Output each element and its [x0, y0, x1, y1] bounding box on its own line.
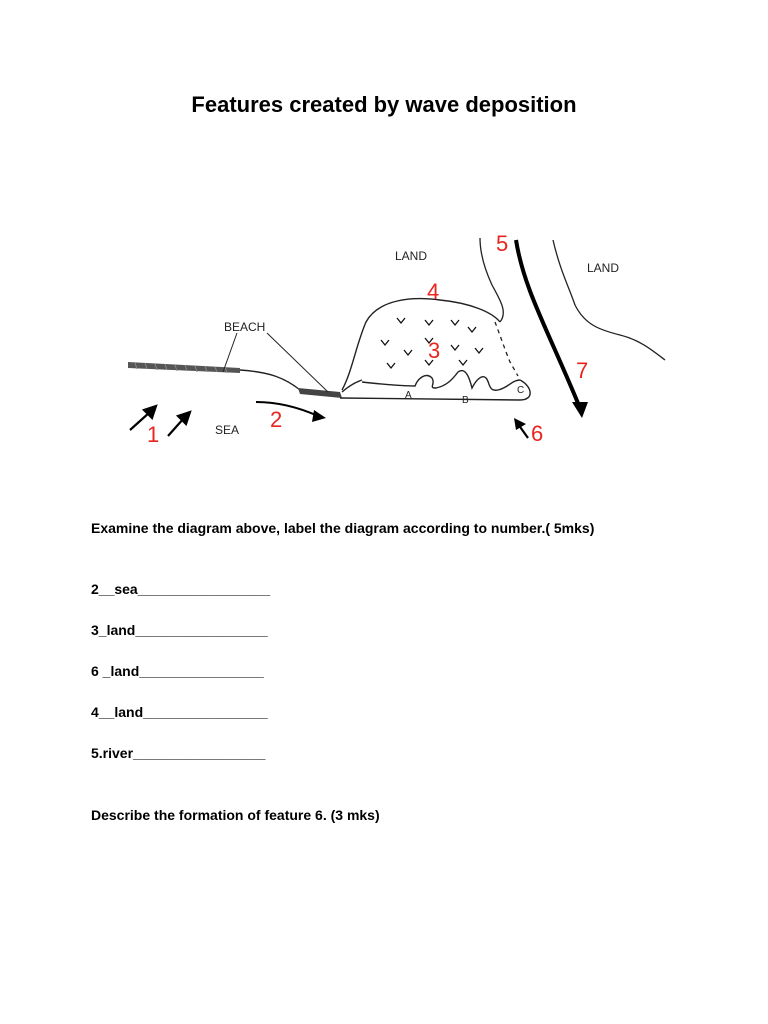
number-3: 3	[428, 338, 441, 363]
label-a: A	[405, 390, 412, 401]
question-feature-6: Describe the formation of feature 6. (3 mks)	[91, 807, 380, 823]
beach-leader-right	[267, 333, 328, 392]
number-4: 4	[427, 279, 440, 304]
number-5: 5	[496, 231, 509, 256]
answer-line: 4__land________________	[91, 704, 268, 720]
page-title: Features created by wave deposition	[191, 92, 577, 117]
label-sea: SEA	[215, 423, 240, 437]
dashed-line	[495, 322, 518, 376]
wave-deposition-diagram	[0, 0, 768, 470]
number-7: 7	[576, 358, 589, 383]
land-boundary-right	[553, 240, 665, 360]
drift-arrow-head	[312, 410, 326, 422]
answer-line: 5.river_________________	[91, 745, 266, 761]
label-beach: BEACH	[224, 320, 266, 334]
coastline	[240, 370, 300, 390]
current-arrow-head	[572, 402, 588, 418]
label-b: B	[462, 395, 469, 406]
answer-line: 6 _land________________	[91, 663, 264, 679]
beach-leader-left	[223, 333, 237, 372]
beach-spit	[298, 388, 342, 398]
drift-arrow	[256, 402, 318, 416]
label-c: C	[517, 385, 525, 396]
number-2: 2	[270, 407, 283, 432]
instructions: Examine the diagram above, label the diagram according to number.( 5mks)	[91, 520, 595, 536]
number-1: 1	[147, 422, 160, 447]
answer-line: 2__sea_________________	[91, 581, 271, 597]
recurved-hooks	[362, 371, 520, 391]
label-land-left: LAND	[395, 249, 428, 263]
number-6: 6	[531, 421, 544, 446]
label-land-right: LAND	[587, 261, 620, 275]
wave-arrows	[130, 406, 190, 436]
answer-line: 3_land_________________	[91, 622, 268, 638]
